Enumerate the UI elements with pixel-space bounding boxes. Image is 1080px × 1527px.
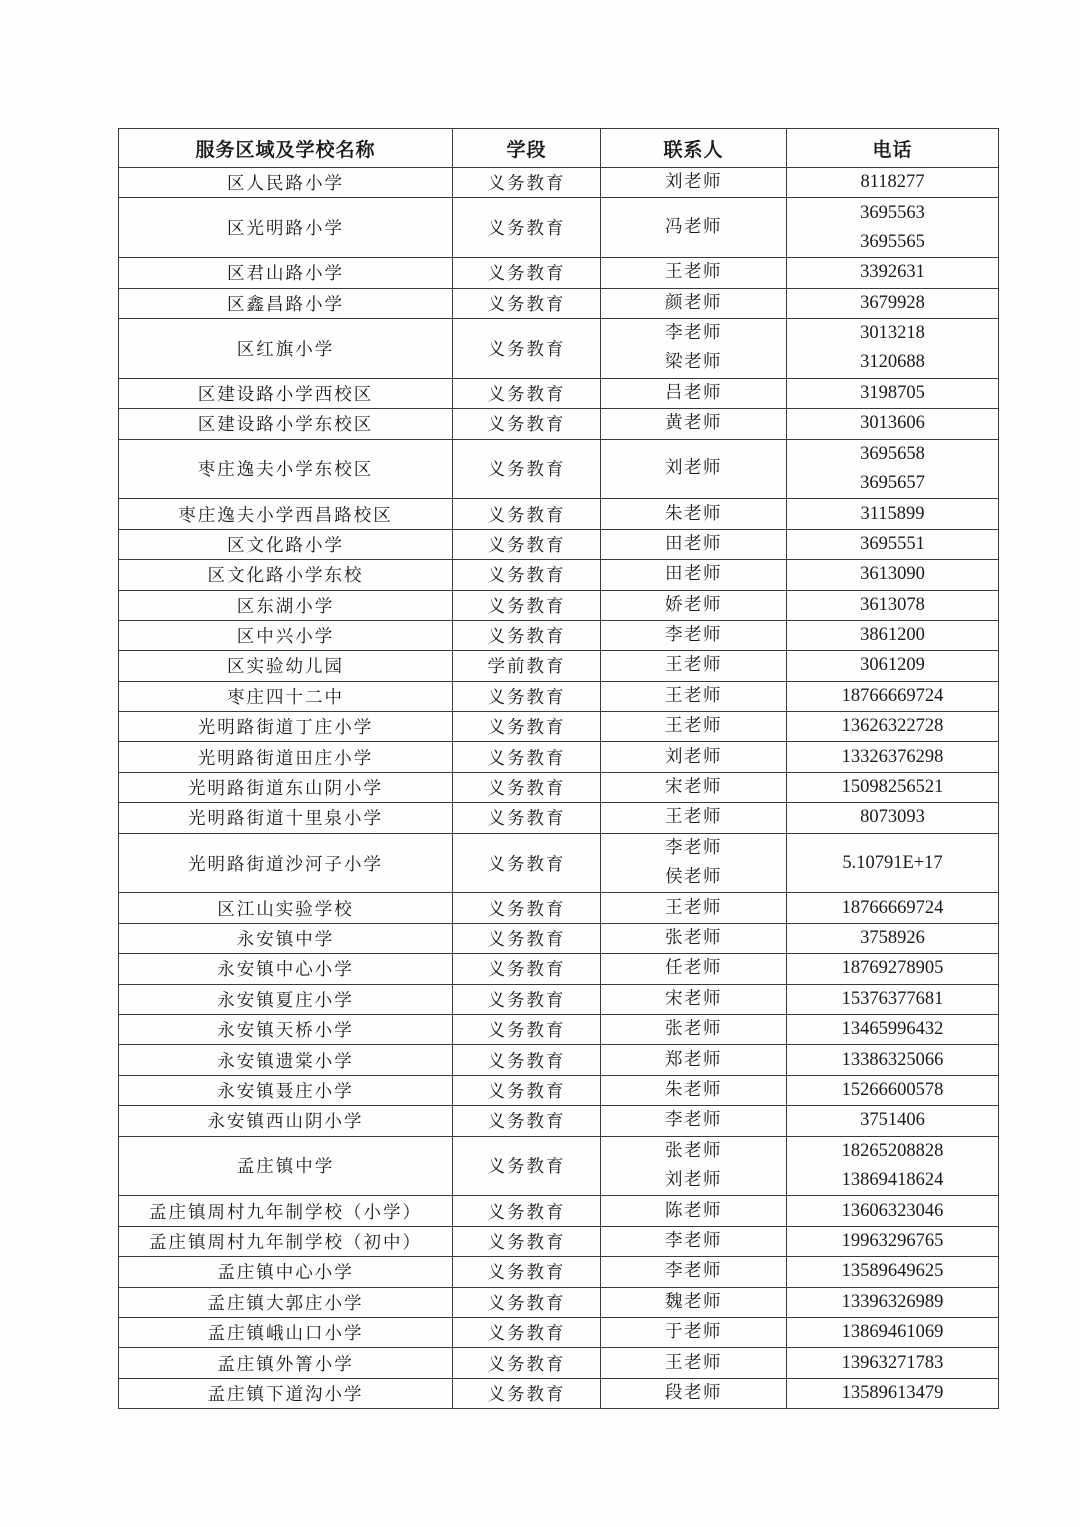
stage-cell: 义务教育 — [453, 1136, 601, 1196]
contact-cell — [601, 288, 787, 318]
phone-number: 13869461069 — [841, 1322, 944, 1343]
contact-name: 李老师 — [665, 838, 722, 859]
table-row — [119, 499, 999, 529]
school-name-cell: 孟庄镇周村九年制学校（初中） — [119, 1226, 453, 1256]
phone-cell — [787, 168, 999, 198]
contact-name: 张老师 — [665, 928, 722, 949]
school-name-cell: 区文化路小学 — [119, 529, 453, 559]
phone-number: 13606323046 — [841, 1200, 944, 1221]
stage-cell: 义务教育 — [453, 1378, 601, 1408]
phone-number: 3758926 — [860, 928, 925, 949]
phone-cell — [787, 288, 999, 318]
school-name-cell: 孟庄镇中心小学 — [119, 1257, 453, 1287]
stage-cell: 义务教育 — [453, 499, 601, 529]
phone-cell — [787, 1015, 999, 1045]
school-name-cell: 区红旗小学 — [119, 318, 453, 378]
contact-name: 郑老师 — [665, 1049, 722, 1070]
contact-name: 刘老师 — [665, 172, 722, 193]
phone-number: 3695658 — [860, 443, 925, 464]
school-name-cell: 孟庄镇下道沟小学 — [119, 1378, 453, 1408]
school-name-cell: 区光明路小学 — [119, 198, 453, 258]
stage-cell: 义务教育 — [453, 288, 601, 318]
contact-cell — [601, 1317, 787, 1347]
phone-number: 3679928 — [860, 292, 925, 313]
phone-number: 3392631 — [860, 262, 925, 283]
school-name-cell: 区文化路小学东校 — [119, 560, 453, 590]
table-row — [119, 590, 999, 620]
table-body — [119, 168, 999, 1409]
phone-cell — [787, 954, 999, 984]
table-row — [119, 620, 999, 650]
school-name-cell: 光明路街道沙河子小学 — [119, 833, 453, 893]
contact-cell — [601, 1136, 787, 1196]
phone-number: 13465996432 — [841, 1019, 944, 1040]
phone-number: 3695565 — [860, 231, 925, 252]
phone-cell — [787, 1226, 999, 1256]
phone-number: 15266600578 — [841, 1079, 944, 1100]
contact-name: 王老师 — [665, 262, 722, 283]
stage-cell: 义务教育 — [453, 1257, 601, 1287]
phone-number: 3751406 — [860, 1110, 925, 1131]
phone-number: 8073093 — [860, 807, 925, 828]
table-row — [119, 803, 999, 833]
phone-cell — [787, 1317, 999, 1347]
phone-cell — [787, 1287, 999, 1317]
contact-cell — [601, 590, 787, 620]
contact-name: 王老师 — [665, 655, 722, 676]
stage-cell: 义务教育 — [453, 198, 601, 258]
phone-number: 13589649625 — [841, 1261, 944, 1282]
phone-number: 3115899 — [860, 503, 925, 524]
table-row — [119, 1045, 999, 1075]
school-name-cell: 区君山路小学 — [119, 258, 453, 288]
phone-number: 5.10791E+17 — [842, 852, 943, 873]
stage-cell: 义务教育 — [453, 742, 601, 772]
header-phone: 电话 — [787, 129, 999, 168]
contact-name: 刘老师 — [665, 746, 722, 767]
phone-cell — [787, 409, 999, 439]
school-name-cell: 永安镇西山阴小学 — [119, 1106, 453, 1136]
phone-cell — [787, 1378, 999, 1408]
table-row — [119, 288, 999, 318]
contact-cell — [601, 1015, 787, 1045]
contact-cell — [601, 803, 787, 833]
phone-number: 3120688 — [860, 352, 925, 373]
school-name-cell: 枣庄四十二中 — [119, 681, 453, 711]
table-header-row — [119, 129, 999, 168]
contact-name: 王老师 — [665, 897, 722, 918]
contact-cell — [601, 318, 787, 378]
phone-cell — [787, 560, 999, 590]
header-school: 服务区域及学校名称 — [119, 129, 453, 168]
school-name-cell: 光明路街道丁庄小学 — [119, 712, 453, 742]
stage-cell: 学前教育 — [453, 651, 601, 681]
school-name-cell: 孟庄镇周村九年制学校（小学） — [119, 1196, 453, 1226]
contact-name: 刘老师 — [665, 458, 722, 479]
contact-name: 王老师 — [665, 716, 722, 737]
table-row — [119, 1378, 999, 1408]
phone-cell — [787, 1106, 999, 1136]
table-row — [119, 560, 999, 590]
phone-cell — [787, 712, 999, 742]
contact-name: 魏老师 — [665, 1291, 722, 1312]
phone-cell — [787, 1257, 999, 1287]
table-row — [119, 1287, 999, 1317]
table-row — [119, 529, 999, 559]
stage-cell: 义务教育 — [453, 1196, 601, 1226]
stage-cell: 义务教育 — [453, 712, 601, 742]
contact-name: 王老师 — [665, 807, 722, 828]
phone-cell — [787, 893, 999, 923]
table-row — [119, 168, 999, 198]
contact-name: 朱老师 — [665, 1079, 722, 1100]
table-row — [119, 1317, 999, 1347]
phone-number: 13589613479 — [841, 1382, 944, 1403]
phone-cell — [787, 529, 999, 559]
phone-number: 13326376298 — [841, 746, 944, 767]
phone-number: 13386325066 — [841, 1049, 944, 1070]
phone-cell — [787, 1136, 999, 1196]
contact-cell — [601, 1196, 787, 1226]
table-row — [119, 893, 999, 923]
contact-cell — [601, 954, 787, 984]
phone-cell — [787, 923, 999, 953]
contact-name: 田老师 — [665, 564, 722, 585]
contact-cell — [601, 742, 787, 772]
stage-cell: 义务教育 — [453, 258, 601, 288]
contact-cell — [601, 1106, 787, 1136]
stage-cell: 义务教育 — [453, 1226, 601, 1256]
stage-cell: 义务教育 — [453, 529, 601, 559]
table-row — [119, 742, 999, 772]
phone-number: 3013606 — [860, 413, 925, 434]
contact-cell — [601, 1348, 787, 1378]
contact-cell — [601, 409, 787, 439]
phone-cell — [787, 742, 999, 772]
table-row — [119, 923, 999, 953]
stage-cell: 义务教育 — [453, 560, 601, 590]
header-stage: 学段 — [453, 129, 601, 168]
stage-cell: 义务教育 — [453, 923, 601, 953]
contact-name: 吕老师 — [665, 382, 722, 403]
contact-cell — [601, 1226, 787, 1256]
table-row — [119, 772, 999, 802]
table-row — [119, 1226, 999, 1256]
phone-cell — [787, 1075, 999, 1105]
header-contact: 联系人 — [601, 129, 787, 168]
phone-number: 18766669724 — [841, 897, 944, 918]
phone-cell — [787, 258, 999, 288]
contact-name: 朱老师 — [665, 503, 722, 524]
school-name-cell: 区建设路小学西校区 — [119, 378, 453, 408]
contact-cell — [601, 772, 787, 802]
contact-cell — [601, 1378, 787, 1408]
phone-number: 18769278905 — [841, 958, 944, 979]
contact-name: 张老师 — [665, 1019, 722, 1040]
stage-cell: 义务教育 — [453, 1317, 601, 1347]
phone-number: 13963271783 — [841, 1352, 944, 1373]
contact-cell — [601, 168, 787, 198]
phone-cell — [787, 1045, 999, 1075]
contact-name: 于老师 — [665, 1322, 722, 1343]
contact-name: 陈老师 — [665, 1200, 722, 1221]
school-name-cell: 枣庄逸夫小学东校区 — [119, 439, 453, 499]
phone-number: 15098256521 — [841, 777, 944, 798]
school-name-cell: 永安镇中心小学 — [119, 954, 453, 984]
contact-name: 梁老师 — [665, 352, 722, 373]
table-row — [119, 712, 999, 742]
contact-cell — [601, 1045, 787, 1075]
school-name-cell: 区人民路小学 — [119, 168, 453, 198]
phone-cell — [787, 590, 999, 620]
school-name-cell: 孟庄镇峨山口小学 — [119, 1317, 453, 1347]
contact-name: 黄老师 — [665, 413, 722, 434]
contact-name: 任老师 — [665, 958, 722, 979]
phone-number: 3061209 — [860, 655, 925, 676]
table-row — [119, 984, 999, 1014]
contact-cell — [601, 258, 787, 288]
school-name-cell: 区中兴小学 — [119, 620, 453, 650]
school-name-cell: 孟庄镇大郭庄小学 — [119, 1287, 453, 1317]
stage-cell: 义务教育 — [453, 620, 601, 650]
stage-cell: 义务教育 — [453, 318, 601, 378]
phone-number: 18766669724 — [841, 685, 944, 706]
phone-number: 3613078 — [860, 594, 925, 615]
contact-cell — [601, 439, 787, 499]
phone-cell — [787, 772, 999, 802]
stage-cell: 义务教育 — [453, 378, 601, 408]
table-row — [119, 409, 999, 439]
stage-cell: 义务教育 — [453, 1106, 601, 1136]
school-name-cell: 光明路街道东山阴小学 — [119, 772, 453, 802]
contact-name: 李老师 — [665, 625, 722, 646]
phone-number: 3013218 — [860, 323, 925, 344]
contact-name: 王老师 — [665, 685, 722, 706]
contact-cell — [601, 499, 787, 529]
contact-cell — [601, 1287, 787, 1317]
phone-number: 3861200 — [860, 625, 925, 646]
table-row — [119, 1348, 999, 1378]
phone-number: 3695563 — [860, 202, 925, 223]
contact-name: 娇老师 — [665, 594, 722, 615]
stage-cell: 义务教育 — [453, 803, 601, 833]
contact-cell — [601, 1075, 787, 1105]
stage-cell: 义务教育 — [453, 1015, 601, 1045]
stage-cell: 义务教育 — [453, 1045, 601, 1075]
phone-cell — [787, 803, 999, 833]
table-row — [119, 378, 999, 408]
contact-cell — [601, 651, 787, 681]
table-row — [119, 439, 999, 499]
school-contact-table — [118, 128, 999, 1409]
phone-cell — [787, 378, 999, 408]
contact-cell — [601, 681, 787, 711]
contact-name: 李老师 — [665, 1261, 722, 1282]
contact-name: 张老师 — [665, 1140, 722, 1161]
stage-cell: 义务教育 — [453, 893, 601, 923]
stage-cell: 义务教育 — [453, 1075, 601, 1105]
phone-cell — [787, 439, 999, 499]
school-name-cell: 区江山实验学校 — [119, 893, 453, 923]
phone-number: 15376377681 — [841, 988, 944, 1009]
school-name-cell: 区实验幼儿园 — [119, 651, 453, 681]
stage-cell: 义务教育 — [453, 772, 601, 802]
contact-name: 田老师 — [665, 533, 722, 554]
stage-cell: 义务教育 — [453, 409, 601, 439]
table-row — [119, 318, 999, 378]
school-name-cell: 永安镇天桥小学 — [119, 1015, 453, 1045]
school-name-cell: 永安镇聂庄小学 — [119, 1075, 453, 1105]
stage-cell: 义务教育 — [453, 1348, 601, 1378]
school-name-cell: 光明路街道田庄小学 — [119, 742, 453, 772]
phone-number: 8118277 — [860, 172, 925, 193]
stage-cell: 义务教育 — [453, 168, 601, 198]
stage-cell: 义务教育 — [453, 590, 601, 620]
contact-cell — [601, 378, 787, 408]
contact-cell — [601, 923, 787, 953]
school-name-cell: 区鑫昌路小学 — [119, 288, 453, 318]
phone-number: 3695657 — [860, 472, 925, 493]
table-row — [119, 954, 999, 984]
table-row — [119, 833, 999, 893]
contact-cell — [601, 833, 787, 893]
table-row — [119, 1106, 999, 1136]
table-row — [119, 1015, 999, 1045]
table-row — [119, 198, 999, 258]
phone-number: 3198705 — [860, 382, 925, 403]
contact-name: 刘老师 — [665, 1169, 722, 1190]
table-row — [119, 1196, 999, 1226]
table-row — [119, 258, 999, 288]
contact-cell — [601, 529, 787, 559]
phone-number: 3613090 — [860, 564, 925, 585]
phone-number: 13626322728 — [841, 716, 944, 737]
contact-cell — [601, 893, 787, 923]
contact-name: 段老师 — [665, 1382, 722, 1403]
school-name-cell: 孟庄镇中学 — [119, 1136, 453, 1196]
phone-cell — [787, 984, 999, 1014]
table-row — [119, 1136, 999, 1196]
stage-cell: 义务教育 — [453, 833, 601, 893]
phone-number: 3695551 — [860, 533, 925, 554]
stage-cell: 义务教育 — [453, 954, 601, 984]
contact-cell — [601, 984, 787, 1014]
phone-number: 19963296765 — [841, 1230, 944, 1251]
school-name-cell: 永安镇中学 — [119, 923, 453, 953]
school-name-cell: 枣庄逸夫小学西昌路校区 — [119, 499, 453, 529]
contact-name: 宋老师 — [665, 988, 722, 1009]
contact-name: 李老师 — [665, 1110, 722, 1131]
phone-number: 13869418624 — [841, 1169, 944, 1190]
school-name-cell: 永安镇夏庄小学 — [119, 984, 453, 1014]
contact-name: 宋老师 — [665, 777, 722, 798]
phone-cell — [787, 651, 999, 681]
phone-cell — [787, 499, 999, 529]
school-name-cell: 区东湖小学 — [119, 590, 453, 620]
phone-cell — [787, 1196, 999, 1226]
phone-number: 13396326989 — [841, 1291, 944, 1312]
school-name-cell: 区建设路小学东校区 — [119, 409, 453, 439]
phone-cell — [787, 620, 999, 650]
stage-cell: 义务教育 — [453, 681, 601, 711]
table-row — [119, 681, 999, 711]
school-name-cell: 永安镇遗棠小学 — [119, 1045, 453, 1075]
phone-cell — [787, 833, 999, 893]
phone-cell — [787, 681, 999, 711]
phone-number: 18265208828 — [841, 1140, 944, 1161]
contact-cell — [601, 712, 787, 742]
contact-cell — [601, 560, 787, 590]
contact-name: 李老师 — [665, 323, 722, 344]
stage-cell: 义务教育 — [453, 439, 601, 499]
table-row — [119, 651, 999, 681]
contact-name: 李老师 — [665, 1230, 722, 1251]
contact-name: 侯老师 — [665, 867, 722, 888]
contact-name: 王老师 — [665, 1352, 722, 1373]
contact-cell — [601, 1257, 787, 1287]
table-row — [119, 1075, 999, 1105]
contact-cell — [601, 198, 787, 258]
contact-name: 颜老师 — [665, 292, 722, 313]
contact-cell — [601, 620, 787, 650]
contact-name: 冯老师 — [665, 217, 722, 238]
phone-cell — [787, 1348, 999, 1378]
table-row — [119, 1257, 999, 1287]
stage-cell: 义务教育 — [453, 1287, 601, 1317]
phone-cell — [787, 318, 999, 378]
stage-cell: 义务教育 — [453, 984, 601, 1014]
phone-cell — [787, 198, 999, 258]
school-name-cell: 孟庄镇外箐小学 — [119, 1348, 453, 1378]
school-name-cell: 光明路街道十里泉小学 — [119, 803, 453, 833]
